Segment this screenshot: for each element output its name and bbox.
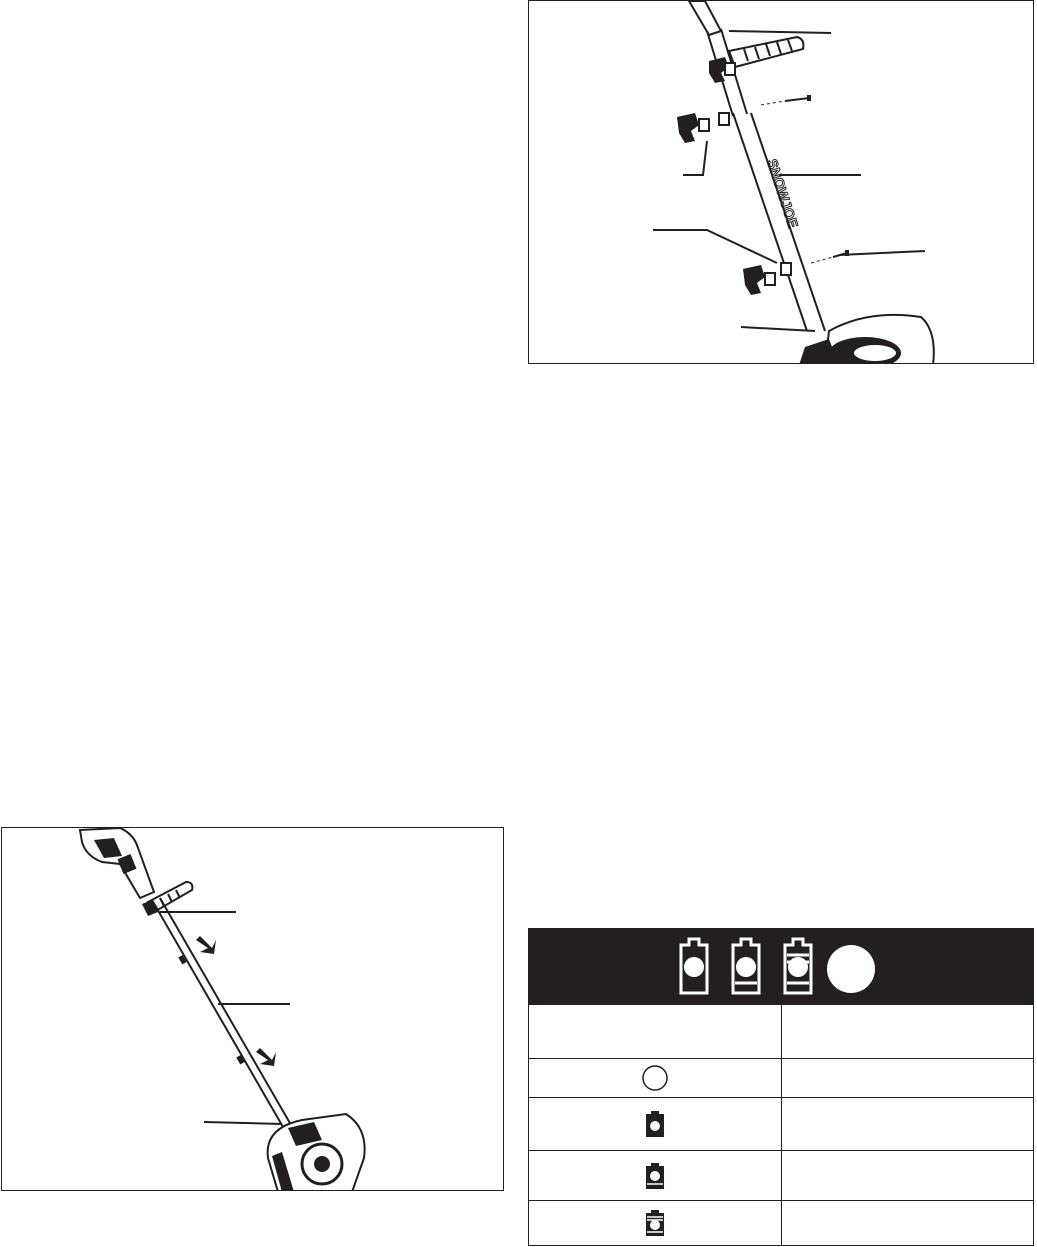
table-row xyxy=(529,1005,1034,1059)
unfold-arrow-icon xyxy=(256,1048,276,1066)
status-circle-icon xyxy=(827,945,875,993)
auxiliary-grip xyxy=(729,37,803,67)
table-row xyxy=(529,1201,1034,1246)
figure-handle-assembly xyxy=(528,0,1034,364)
empty-circle-icon xyxy=(640,1063,670,1093)
battery-level-1-icon xyxy=(681,939,707,993)
header-icons-cell xyxy=(529,929,1034,1005)
figure-handle-unfold xyxy=(1,827,504,1191)
table-row xyxy=(529,1059,1034,1098)
battery-low-icon xyxy=(643,1110,667,1138)
lower-bolt xyxy=(811,250,849,263)
row-description xyxy=(781,1201,1034,1246)
battery-medium-icon xyxy=(643,1162,667,1190)
battery-level-3-icon xyxy=(785,939,811,993)
callout-lines xyxy=(653,31,925,331)
middle-knob xyxy=(677,113,729,143)
lower-knob xyxy=(743,263,791,295)
handle-unfold-drawing xyxy=(2,828,504,1191)
main-handle xyxy=(80,828,154,898)
upper-handle-end xyxy=(689,1,721,35)
table-row xyxy=(529,1151,1034,1201)
status-header-cell xyxy=(529,1005,782,1059)
battery-level-2-icon xyxy=(733,939,759,993)
shaft-brand-text: SNOWJOE xyxy=(764,156,802,231)
snow-shovel-housing xyxy=(799,315,934,364)
battery-full-icon xyxy=(643,1209,667,1237)
battery-indicator-table xyxy=(528,928,1034,1246)
handle-assembly-drawing xyxy=(529,1,1034,364)
table-header-row xyxy=(529,929,1034,1005)
unfold-arrow-icon xyxy=(196,936,216,954)
row-description xyxy=(781,1151,1034,1201)
upper-bolt xyxy=(761,95,811,105)
header-icons xyxy=(671,933,891,997)
callout-lines xyxy=(160,912,290,1124)
row-description xyxy=(781,1098,1034,1151)
description-header-cell xyxy=(781,1005,1034,1059)
table-row xyxy=(529,1098,1034,1151)
row-description xyxy=(781,1059,1034,1098)
